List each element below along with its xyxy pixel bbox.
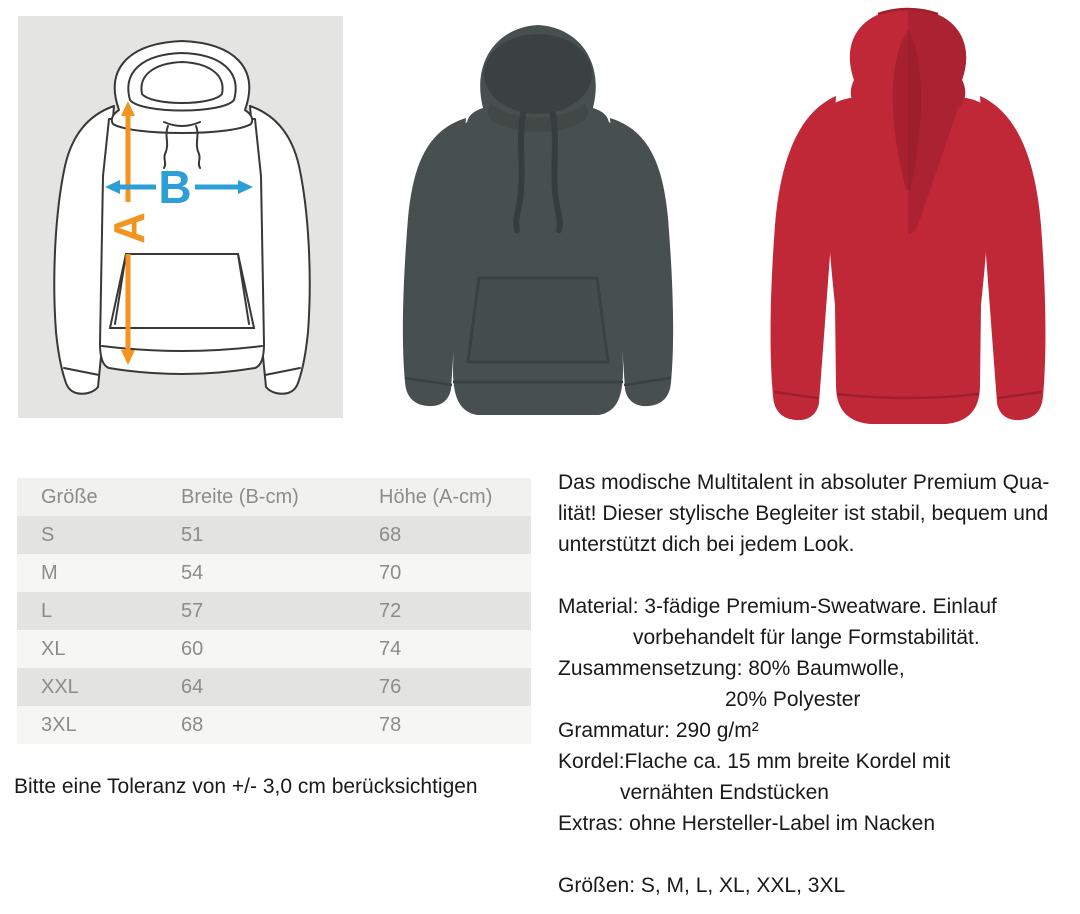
size-row-l <box>17 592 531 630</box>
size-table-header-row <box>17 478 531 516</box>
description-line: unterstützt dich bei jedem Look. <box>558 533 855 556</box>
breite-value: 51 <box>181 523 204 546</box>
description-line-extras: Extras: ohne Hersteller-Label im Nacken <box>558 812 935 835</box>
size-row-m <box>17 554 531 592</box>
product-photo-back <box>738 0 1078 432</box>
size-label: 3XL <box>41 713 77 736</box>
description-line: Das modische Multitalent in absoluter Premium Qua- <box>558 471 1050 494</box>
hoodie-front-illustration <box>363 10 713 432</box>
description-blank-line <box>558 560 1076 591</box>
hoehe-value: 74 <box>379 637 402 660</box>
description-line-grammatur: Grammatur: 290 g/m² <box>558 719 759 742</box>
size-table <box>17 478 531 744</box>
hoehe-value: 78 <box>379 713 402 736</box>
tolerance-note: Bitte eine Toleranz von +/- 3,0 cm berücksichtigen <box>14 775 478 798</box>
size-row-3xl <box>17 706 531 744</box>
description-line: vorbehandelt für lange Formstabilität. <box>633 626 980 649</box>
description-line: 20% Polyester <box>725 688 861 711</box>
breite-value: 60 <box>181 637 204 660</box>
breite-value: 57 <box>181 599 204 622</box>
torso <box>453 107 623 415</box>
hoehe-value: 72 <box>379 599 402 622</box>
column-header-groesse: Größe <box>41 485 98 508</box>
right-sleeve <box>980 96 1045 420</box>
product-photo-front <box>363 10 713 432</box>
description-line-groessen: Größen: S, M, L, XL, XXL, 3XL <box>558 874 846 897</box>
size-diagram <box>18 16 343 418</box>
size-row-xxl <box>17 668 531 706</box>
hoehe-value: 68 <box>379 523 402 546</box>
description-line: lität! Dieser stylische Begleiter ist stabil, bequem und <box>558 502 1049 525</box>
left-sleeve <box>771 96 836 420</box>
description-line: vernähten Endstücken <box>620 781 829 804</box>
kangaroo-pocket <box>468 278 608 362</box>
hood-interior <box>484 34 592 114</box>
size-label: XL <box>41 637 66 660</box>
size-label: L <box>41 599 53 622</box>
hoodie-outline-illustration <box>18 16 343 418</box>
description-line-zusammensetzung: Zusammensetzung: 80% Baumwolle, <box>558 657 905 680</box>
description-line-kordel: Kordel:Flache ca. 15 mm breite Kordel mit <box>558 750 951 773</box>
product-description <box>558 467 1076 901</box>
column-header-hoehe: Höhe (A-cm) <box>379 485 493 508</box>
size-label: M <box>41 561 58 584</box>
torso <box>100 119 264 374</box>
hoehe-value: 76 <box>379 675 402 698</box>
size-row-xl <box>17 630 531 668</box>
label-b: B <box>158 161 192 213</box>
hoehe-value: 70 <box>379 561 402 584</box>
description-line-material: Material: 3-fädige Premium-Sweatware. Einlauf <box>558 595 997 618</box>
size-label: XXL <box>41 675 79 698</box>
breite-value: 64 <box>181 675 204 698</box>
label-a: A <box>105 212 154 244</box>
hood-opening <box>141 62 222 103</box>
column-header-breite: Breite (B-cm) <box>181 485 299 508</box>
size-row-s <box>17 516 531 554</box>
size-label: S <box>41 523 55 546</box>
breite-value: 54 <box>181 561 204 584</box>
description-blank-line <box>558 839 1076 870</box>
breite-value: 68 <box>181 713 204 736</box>
hoodie-back-illustration <box>738 0 1078 432</box>
